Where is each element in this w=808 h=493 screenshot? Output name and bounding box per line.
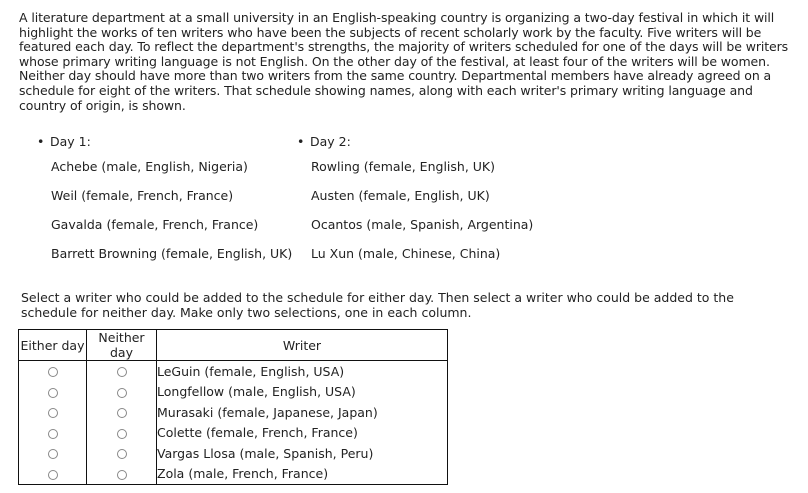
day1-heading-label: Day 1: [50,134,91,149]
table-row [19,361,448,382]
either-day-radio[interactable] [48,470,58,480]
bullet-icon: • [297,134,305,149]
neither-day-radio[interactable] [117,367,127,377]
day2-heading [297,133,533,151]
answer-table [18,329,448,485]
neither-day-radio[interactable] [117,408,127,418]
day2-writer: Lu Xun (male, Chinese, China) [311,246,501,261]
writer-option-label: Zola (male, French, France) [157,464,448,485]
table-row [19,423,448,444]
day2-writer: Ocantos (male, Spanish, Argentina) [311,217,534,232]
day2-writer: Austen (female, English, UK) [311,188,490,203]
table-row [19,464,448,485]
neither-day-radio[interactable] [117,388,127,398]
column-header-either-day: Either day [19,330,87,361]
passage-text: A literature department at a small university in an English-speaking country is organizing a two-day festival in which it will highlight the works of ten writers who have been the subjects of recent scholarly work by the faculty. Five writers will be featured each day. To reflect the department's strengths, the majority of writers scheduled for one of the days will be writers whose primary writing language is not English. On the other day of the festival, at least four of the writers will be women. Neither day should have more than two writers from the same country. Departmental members have already agreed on a schedule for eight of the writers. That schedule showing names, along with each writer's primary writing language and country of origin, is shown. [19,10,789,113]
either-day-radio[interactable] [48,388,58,398]
day1-heading [37,133,292,151]
neither-day-radio[interactable] [117,429,127,439]
table-header-row [19,330,448,361]
either-day-radio[interactable] [48,408,58,418]
day1-writer: Weil (female, French, France) [51,188,234,203]
day2-heading-label: Day 2: [310,134,351,149]
neither-day-radio[interactable] [117,470,127,480]
either-day-radio[interactable] [48,367,58,377]
writer-option-label: Murasaki (female, Japanese, Japan) [157,402,448,423]
day1-writer: Achebe (male, English, Nigeria) [51,159,248,174]
either-day-radio[interactable] [48,449,58,459]
day1-schedule [37,133,292,275]
day1-writer: Barrett Browning (female, English, UK) [51,246,293,261]
day2-schedule [297,133,533,275]
table-row [19,402,448,423]
writer-option-label: LeGuin (female, English, USA) [157,361,448,382]
neither-day-radio[interactable] [117,449,127,459]
day1-writer: Gavalda (female, French, France) [51,217,259,232]
column-header-neither-day: Neither day [87,330,157,361]
day2-writer: Rowling (female, English, UK) [311,159,495,174]
table-row [19,382,448,403]
either-day-radio[interactable] [48,429,58,439]
question-prompt: Select a writer who could be added to the schedule for either day. Then select a writer who could be added to the schedule for neither day. Make only two selections, one in each column. [21,290,734,320]
writer-option-label: Longfellow (male, English, USA) [157,382,448,403]
column-header-writer: Writer [157,330,448,361]
table-row [19,443,448,464]
bullet-icon: • [37,134,45,149]
writer-option-label: Colette (female, French, France) [157,423,448,444]
writer-option-label: Vargas Llosa (male, Spanish, Peru) [157,443,448,464]
